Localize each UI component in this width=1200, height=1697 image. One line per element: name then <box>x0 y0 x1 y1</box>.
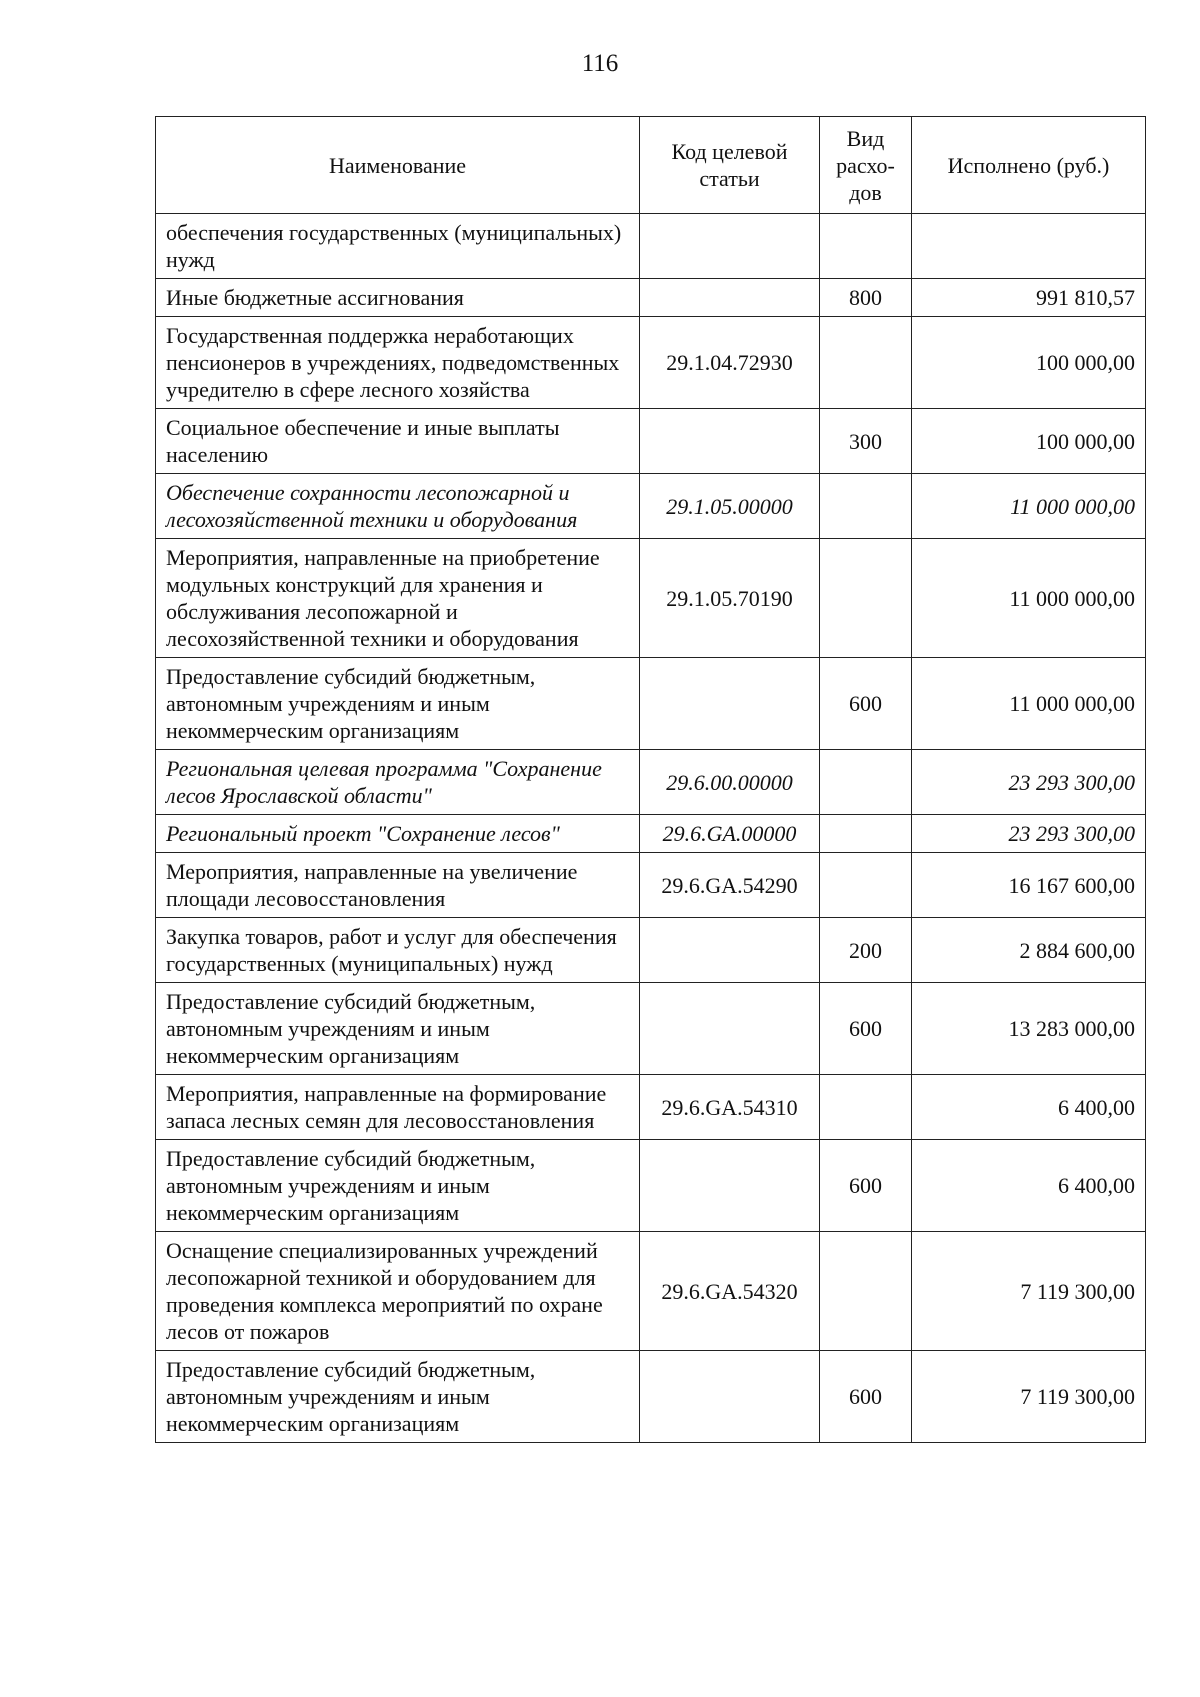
cell-kind <box>820 539 912 658</box>
cell-name: Социальное обеспечение и иные выплаты населению <box>156 409 640 474</box>
cell-code <box>640 658 820 750</box>
cell-name: Закупка товаров, работ и услуг для обеспечения государственных (муниципальных) нужд <box>156 918 640 983</box>
cell-kind <box>820 214 912 279</box>
header-name: Наименование <box>156 117 640 214</box>
cell-code: 29.1.05.70190 <box>640 539 820 658</box>
cell-name: Оснащение специализированных учреждений лесопожарной техникой и оборудованием для проведения комплекса мероприятий по охране лесов от пожаров <box>156 1232 640 1351</box>
cell-kind: 600 <box>820 1140 912 1232</box>
cell-exec: 6 400,00 <box>912 1075 1146 1140</box>
cell-kind <box>820 750 912 815</box>
table-row <box>156 1140 1146 1232</box>
cell-code <box>640 279 820 317</box>
cell-exec: 16 167 600,00 <box>912 853 1146 918</box>
cell-exec: 6 400,00 <box>912 1140 1146 1232</box>
cell-name: обеспечения государственных (муниципальных) нужд <box>156 214 640 279</box>
cell-code: 29.6.GA.00000 <box>640 815 820 853</box>
cell-kind: 800 <box>820 279 912 317</box>
cell-kind <box>820 317 912 409</box>
cell-kind <box>820 474 912 539</box>
table-row <box>156 474 1146 539</box>
cell-code: 29.6.GA.54290 <box>640 853 820 918</box>
cell-kind: 600 <box>820 658 912 750</box>
cell-code <box>640 1351 820 1443</box>
cell-kind <box>820 815 912 853</box>
cell-kind: 300 <box>820 409 912 474</box>
table-row <box>156 1232 1146 1351</box>
header-exec: Исполнено (руб.) <box>912 117 1146 214</box>
cell-exec: 991 810,57 <box>912 279 1146 317</box>
table-row <box>156 279 1146 317</box>
table-body <box>156 214 1146 1443</box>
cell-exec: 7 119 300,00 <box>912 1351 1146 1443</box>
cell-name: Мероприятия, направленные на приобретение модульных конструкций для хранения и обслуживания лесопожарной и лесохозяйственной техники и оборудования <box>156 539 640 658</box>
cell-code <box>640 214 820 279</box>
cell-exec: 11 000 000,00 <box>912 539 1146 658</box>
table-row <box>156 983 1146 1075</box>
cell-code: 29.1.04.72930 <box>640 317 820 409</box>
cell-code <box>640 983 820 1075</box>
cell-name: Предоставление субсидий бюджетным, автономным учреждениям и иным некоммерческим организациям <box>156 1140 640 1232</box>
cell-exec: 11 000 000,00 <box>912 474 1146 539</box>
cell-name: Мероприятия, направленные на увеличение площади лесовосстановления <box>156 853 640 918</box>
cell-name: Обеспечение сохранности лесопожарной и лесохозяйственной техники и оборудования <box>156 474 640 539</box>
table-row <box>156 409 1146 474</box>
cell-kind <box>820 1075 912 1140</box>
table-row <box>156 214 1146 279</box>
cell-code: 29.1.05.00000 <box>640 474 820 539</box>
table-row <box>156 1075 1146 1140</box>
cell-name: Иные бюджетные ассигнования <box>156 279 640 317</box>
cell-exec: 100 000,00 <box>912 409 1146 474</box>
cell-name: Государственная поддержка неработающих пенсионеров в учреждениях, подведомственных учредителю в сфере лесного хозяйства <box>156 317 640 409</box>
cell-code: 29.6.00.00000 <box>640 750 820 815</box>
cell-code: 29.6.GA.54310 <box>640 1075 820 1140</box>
table-row <box>156 317 1146 409</box>
cell-exec <box>912 214 1146 279</box>
table-row <box>156 658 1146 750</box>
budget-table <box>155 116 1146 1443</box>
cell-exec: 2 884 600,00 <box>912 918 1146 983</box>
cell-kind: 600 <box>820 983 912 1075</box>
table-row <box>156 918 1146 983</box>
cell-name: Предоставление субсидий бюджетным, автономным учреждениям и иным некоммерческим организациям <box>156 658 640 750</box>
cell-exec: 23 293 300,00 <box>912 750 1146 815</box>
cell-code <box>640 918 820 983</box>
cell-exec: 11 000 000,00 <box>912 658 1146 750</box>
header-code: Код целевой статьи <box>640 117 820 214</box>
cell-exec: 13 283 000,00 <box>912 983 1146 1075</box>
table-row <box>156 1351 1146 1443</box>
table-row <box>156 750 1146 815</box>
cell-exec: 100 000,00 <box>912 317 1146 409</box>
cell-name: Региональная целевая программа "Сохранение лесов Ярославской области" <box>156 750 640 815</box>
cell-name: Региональный проект "Сохранение лесов" <box>156 815 640 853</box>
cell-exec: 7 119 300,00 <box>912 1232 1146 1351</box>
page-number: 116 <box>581 50 619 77</box>
table-row <box>156 815 1146 853</box>
cell-name: Мероприятия, направленные на формирование запаса лесных семян для лесовосстановления <box>156 1075 640 1140</box>
table-row <box>156 853 1146 918</box>
cell-kind <box>820 1232 912 1351</box>
cell-code <box>640 1140 820 1232</box>
cell-name: Предоставление субсидий бюджетным, автономным учреждениям и иным некоммерческим организациям <box>156 983 640 1075</box>
cell-kind: 600 <box>820 1351 912 1443</box>
table-header-row <box>156 117 1146 214</box>
cell-kind: 200 <box>820 918 912 983</box>
header-kind: Вид расхо-дов <box>820 117 912 214</box>
cell-code: 29.6.GA.54320 <box>640 1232 820 1351</box>
cell-exec: 23 293 300,00 <box>912 815 1146 853</box>
table-row <box>156 539 1146 658</box>
cell-kind <box>820 853 912 918</box>
cell-name: Предоставление субсидий бюджетным, автономным учреждениям и иным некоммерческим организациям <box>156 1351 640 1443</box>
cell-code <box>640 409 820 474</box>
